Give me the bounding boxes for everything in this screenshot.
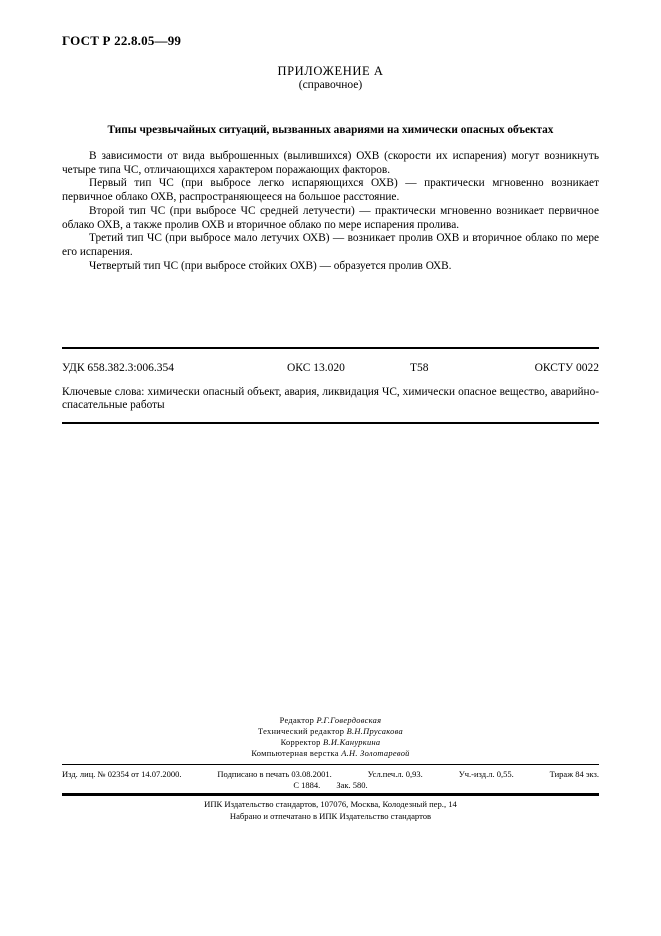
imprint-signed: Подписано в печать 03.08.2001.: [217, 769, 332, 779]
appendix-title: Типы чрезвычайных ситуаций, вызванных авариями на химически опасных объектах: [107, 124, 554, 136]
separator-rule-top: [62, 347, 599, 349]
imprint-license: Изд. лиц. № 02354 от 14.07.2000.: [62, 769, 182, 779]
credit-role: Компьютерная верстка: [251, 748, 339, 758]
imprint-order-line: [62, 780, 599, 790]
imprint-uch-izd: Уч.-изд.л. 0,55.: [458, 769, 514, 779]
paragraph: Третий тип ЧС (при выбросе мало летучих ОХВ) — возникает пролив ОХВ и вторичное облако по мере его испарения.: [62, 232, 599, 258]
body-text: [62, 150, 599, 273]
imprint-line: [62, 769, 599, 779]
publisher-printed: Набрано и отпечатано в ИПК Издательство стандартов: [229, 810, 432, 821]
oks-code: ОКС 13.020: [287, 362, 345, 374]
credits-block: [62, 716, 599, 760]
appendix-heading: [62, 64, 599, 91]
imprint-c-number: С 1884.: [293, 780, 321, 790]
credit-role: Корректор: [280, 737, 321, 747]
credit-role: Редактор: [279, 716, 315, 725]
imprint-usl-pech: Усл.печ.л. 0,93.: [367, 769, 423, 779]
keywords-text: Ключевые слова: химически опасный объект, авария, ликвидация ЧС, химически опасное вещество, аварийно-спасательные работы: [62, 386, 599, 412]
credit-name: В.И.Кануркина: [323, 737, 381, 747]
udk-code: УДК 658.382.3:006.354: [62, 362, 174, 374]
credit-row: [62, 727, 599, 738]
paragraph: В зависимости от вида выброшенных (вылившихся) ОХВ (скорости их испарения) могут возникнуть четыре типа ЧС, отличающихся характером поражающих факторов.: [62, 150, 599, 176]
paragraph: Второй тип ЧС (при выбросе ЧС средней летучести) — практически мгновенно возникает первичное облако ОХВ, а также пролив ОХВ и вторичное облако по мере испарения пролива.: [62, 204, 599, 231]
imprint-tirazh: Тираж 84 экз.: [549, 769, 599, 779]
imprint-zak: Зак. 580.: [336, 780, 368, 790]
credit-role: Технический редактор: [258, 726, 345, 736]
okstu-code: ОКСТУ 0022: [534, 362, 599, 374]
publisher-block: [62, 799, 599, 822]
appendix-label: ПРИЛОЖЕНИЕ А: [277, 64, 384, 78]
paragraph: Первый тип ЧС (при выбросе легко испаряющихся ОХВ) — практически мгновенно возникает первичное облако ОХВ, распространяющееся на большое расстояние.: [62, 177, 599, 204]
appendix-note: (справочное): [298, 79, 363, 91]
doc-number: ГОСТ Р 22.8.05—99: [62, 33, 182, 48]
credit-name: Р.Г.Говердовская: [316, 716, 382, 725]
separator-rule-keywords: [62, 422, 599, 424]
paragraph: Четвертый тип ЧС (при выбросе стойких ОХВ) — образуется пролив ОХВ.: [89, 259, 452, 272]
credit-name: В.Н.Прусакова: [346, 726, 403, 736]
credit-row: [62, 749, 599, 760]
credit-name: А.Н. Золотаревой: [341, 748, 410, 758]
separator-rule-publisher: [62, 793, 599, 796]
t-code: Т58: [410, 362, 429, 374]
classification-row: [62, 362, 599, 376]
publisher-address: ИПК Издательство стандартов, 107076, Москва, Колодезный пер., 14: [204, 799, 457, 809]
separator-rule-credits: [62, 764, 599, 765]
credit-row: [62, 716, 599, 727]
credit-row: [62, 738, 599, 749]
